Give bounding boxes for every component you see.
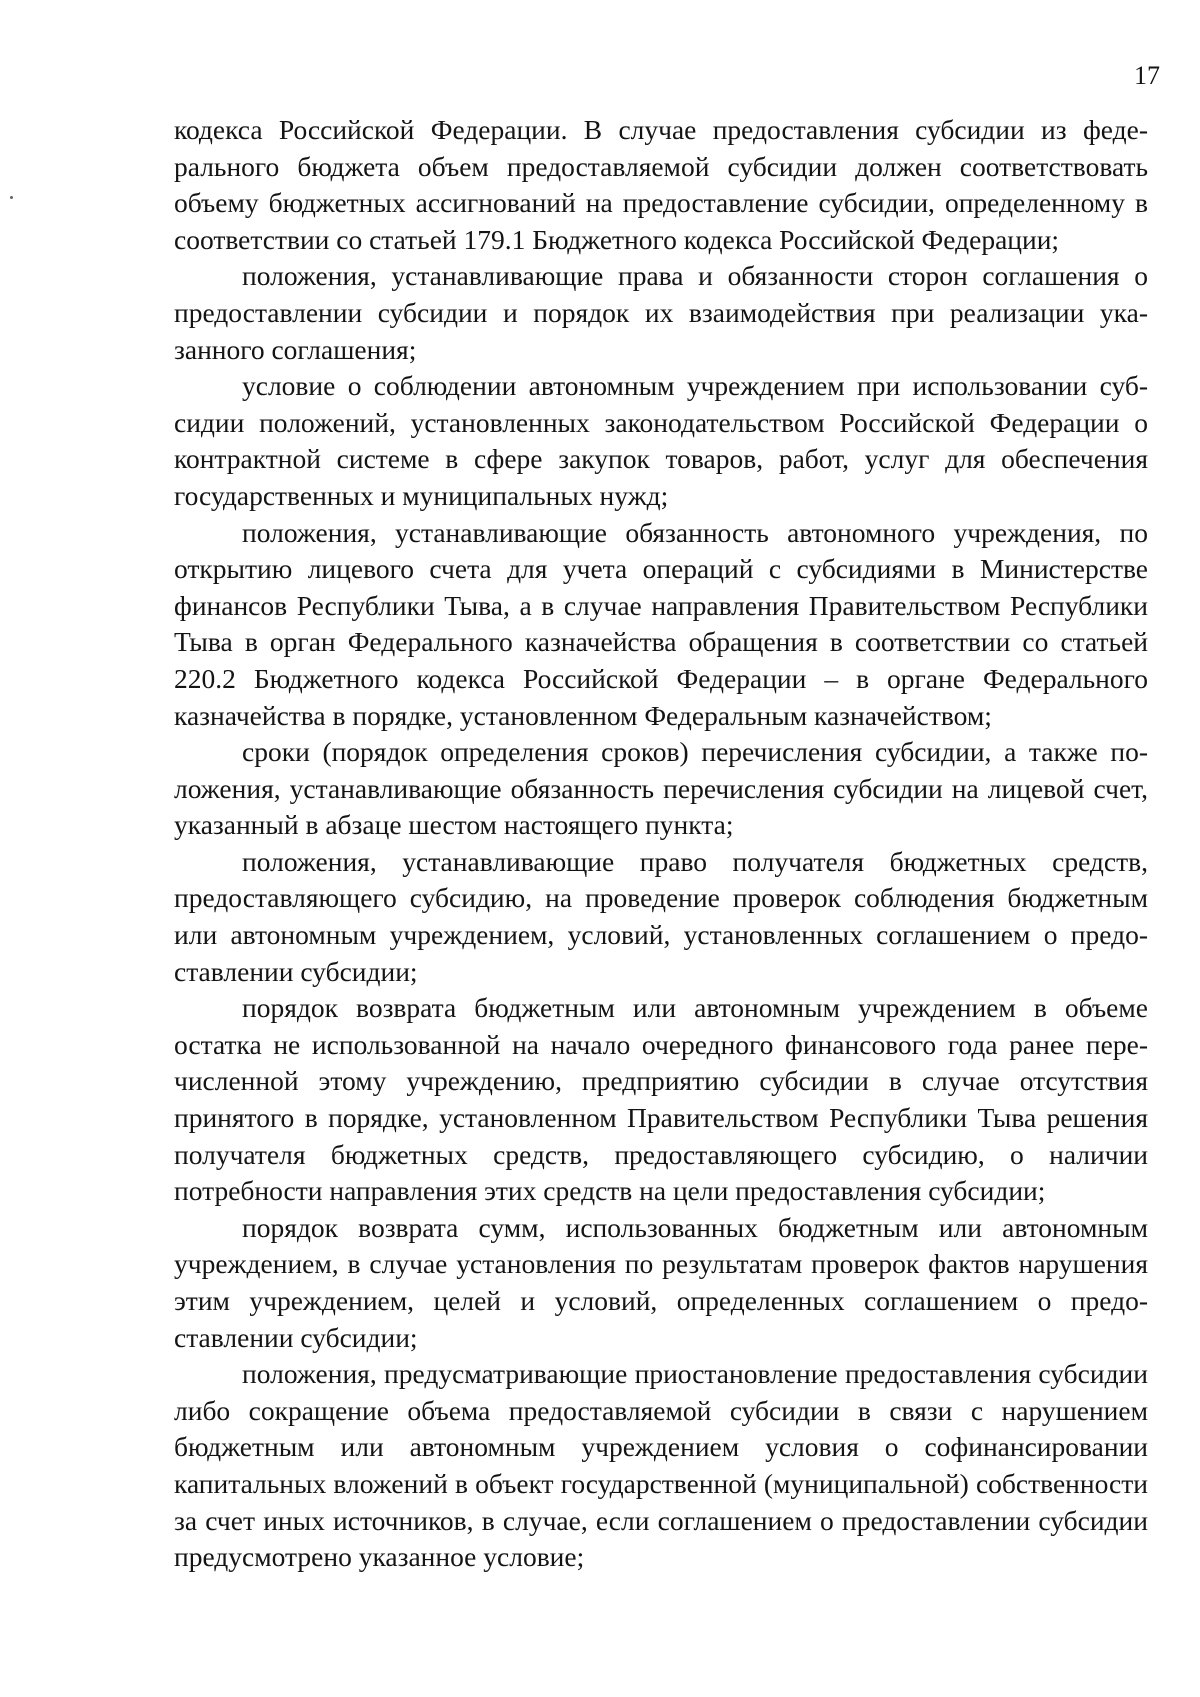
paragraph-9: положения, предусматривающие приостановление предоставления субсидии либо сокращение объема предоставляемой субсидии в связи с нарушением бюджетным или автономным учреждением условия о софинансировании капитальных вложений в объект государственной (муниципальной) собственности за счет иных источников, в случае, если соглашением о предоставлении субсидии предусмотрено указанное условие; — [174, 1358, 1148, 1573]
page-number: 17 — [1134, 61, 1160, 90]
paragraph-7: порядок возврата бюджетным или автономным учреждением в объеме остатка не использованной на начало очередного финансового года ранее перечисленной этому учреждению, предприятию субсидии в случае отсутствия принятого в порядке, установленном Правительством Республики Тыва решения получателя бюджетных средств, предоставляющего субсидию, о наличии потребности направления этих средств на цели предоставления субсидии; — [174, 992, 1148, 1207]
paragraph-2: положения, устанавливающие права и обязанности сторон соглашения о предоставлении субсидии и порядок их взаимодействия при реализации указанного соглашения; — [174, 260, 1148, 365]
paragraph-6: положения, устанавливающие право получателя бюджетных средств, предоставляющего субсидию, на проведение проверок соблюдения бюджетным или автономным учреждением, условий, установленных соглашением о предоставлении субсидии; — [174, 845, 1148, 987]
paragraph-4: положения, устанавливающие обязанность автономного учреждения, по открытию лицевого счета для учета операций с субсидиями в Министерстве финансов Республики Тыва, а в случае направления Правительством Республики Тыва в орган Федерального казначейства обращения в соответствии со статьей 220.2 Бюджетного кодекса Российской Федерации – в органе Федерального казначейства в порядке, установленном Федеральным казначейством; — [174, 516, 1148, 731]
scan-artifact-dot — [10, 196, 13, 199]
paragraph-5: сроки (порядок определения сроков) перечисления субсидии, а также положения, устанавливающие обязанность перечисления субсидии на лицевой счет, указанный в абзаце шестом настоящего пункта; — [174, 736, 1148, 841]
document-body — [174, 112, 1148, 1576]
paragraph-3: условие о соблюдении автономным учреждением при использовании субсидии положений, установленных законодательством Российской Федерации о контрактной системе в сфере закупок товаров, работ, услуг для обеспечения государственных и муниципальных нужд; — [174, 370, 1148, 511]
paragraph-8: порядок возврата сумм, использованных бюджетным или автономным учреждением, в случае установления по результатам проверок фактов нарушения этим учреждением, целей и условий, определенных соглашением о предоставлении субсидии; — [174, 1211, 1148, 1353]
paragraph-1: кодекса Российской Федерации. В случае предоставления субсидии из федерального бюджета объем предоставляемой субсидии должен соответствовать объему бюджетных ассигнований на предоставление субсидии, определенному в соответствии со статьей 179.1 Бюджетного кодекса Российской Федерации; — [174, 114, 1148, 255]
